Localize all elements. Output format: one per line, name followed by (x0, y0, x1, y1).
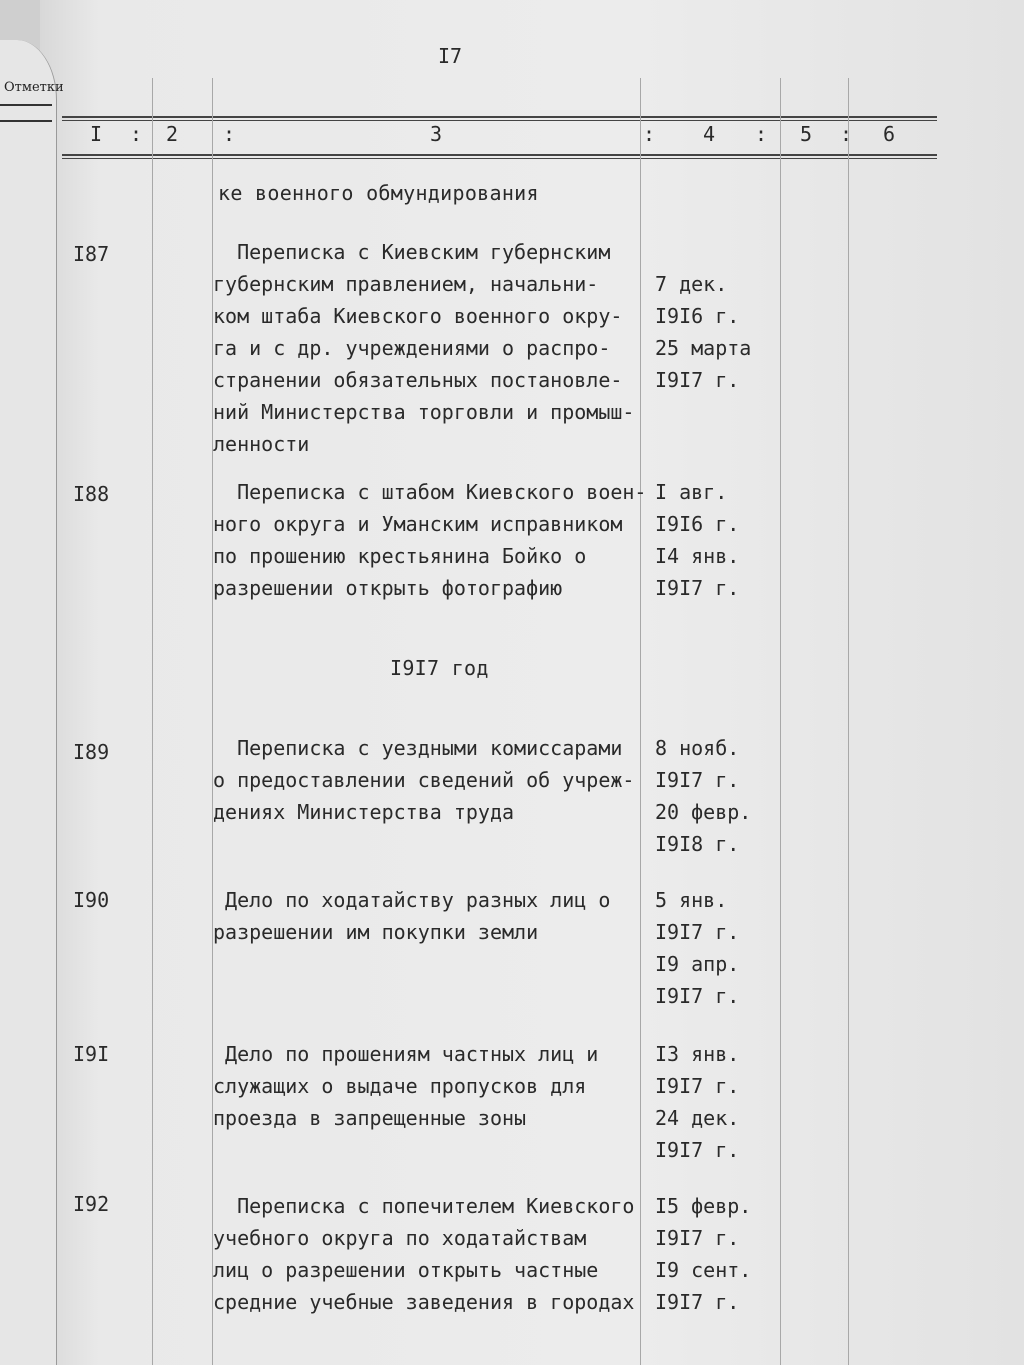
page-number: I7 (437, 44, 463, 68)
entry-description: Дело по ходатайству разных лиц о разрешении им покупки земли (213, 888, 611, 944)
entry-description: Переписка с попечителем Киевского учебного округа по ходатайствам лиц о разрешении открыть частные средние учебные заведения в городах (213, 1194, 635, 1314)
entry-number: I90 (73, 888, 110, 912)
column-number: 5 (800, 122, 813, 146)
column-separator: : (223, 122, 236, 146)
column-separator: : (130, 122, 143, 146)
margin-rule (0, 104, 52, 106)
entry-dates: I5 февр. I9I7 г. I9 сент. I9I7 г. (655, 1194, 752, 1314)
header-rule-bottom-2 (62, 158, 937, 159)
entry-dates: 5 янв. I9I7 г. I9 апр. I9I7 г. (655, 888, 740, 1008)
column-separator: : (755, 122, 768, 146)
margin-label: Отметки (4, 80, 64, 95)
column-number: 6 (883, 122, 896, 146)
column-number: 3 (430, 122, 443, 146)
continuation-text: ке военного обмундирования (218, 181, 539, 205)
column-divider (780, 78, 781, 1365)
entry-number: I9I (73, 1042, 110, 1066)
column-number: 4 (703, 122, 716, 146)
entry-description: Переписка с штабом Киевского воен- ного округа и Уманским исправником по прошению крестьянина Бойко о разрешении открыть фотографию (213, 480, 647, 600)
entry-number: I89 (73, 740, 110, 764)
previous-page-edge (0, 40, 57, 1365)
header-rule-top-2 (62, 120, 937, 121)
entry-number: I88 (73, 482, 110, 506)
year-heading: I9I7 год (390, 656, 489, 680)
entry-description: Переписка с Киевским губернским губернским правлением, начальни- ком штаба Киевского военного окру- га и с др. учреждениями о распро- странении обязательных постановле- ний Министерства торговли и промыш- ленности (213, 240, 635, 456)
column-divider (640, 78, 641, 1365)
header-rule-bottom (62, 154, 937, 156)
entry-dates: I3 янв. I9I7 г. 24 дек. I9I7 г. (655, 1042, 740, 1162)
entry-number: I92 (73, 1192, 110, 1216)
entry-dates: 8 нояб. I9I7 г. 20 февр. I9I8 г. (655, 736, 752, 856)
entry-description: Переписка с уездными комиссарами о предоставлении сведений об учреж- дениях Министерства труда (213, 736, 635, 824)
column-divider (848, 78, 849, 1365)
column-number: 2 (166, 122, 179, 146)
entry-number: I87 (73, 242, 110, 266)
entry-description: Дело по прошениям частных лиц и служащих о выдаче пропусков для проезда в запрещенные зоны (213, 1042, 599, 1130)
entry-dates: I авг. I9I6 г. I4 янв. I9I7 г. (655, 480, 740, 600)
header-rule-top (62, 116, 937, 118)
column-separator: : (840, 122, 853, 146)
margin-rule (0, 120, 52, 122)
column-divider (152, 78, 153, 1365)
column-separator: : (643, 122, 656, 146)
entry-dates: 7 дек. I9I6 г. 25 марта I9I7 г. (655, 272, 752, 392)
column-number: I (90, 122, 103, 146)
